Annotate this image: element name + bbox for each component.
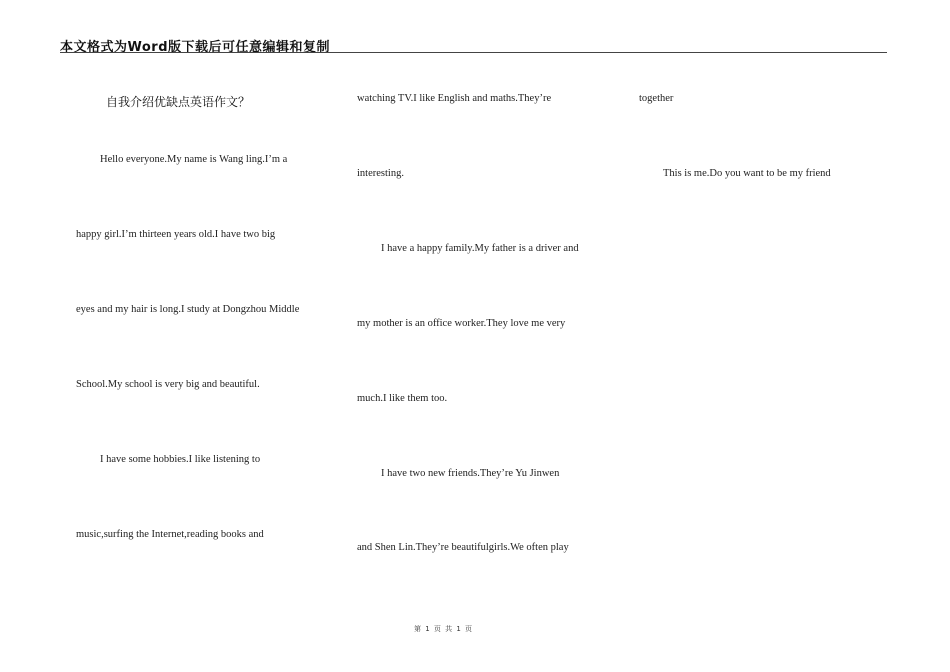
col3-line-2: This is me.Do you want to be my friend (663, 168, 831, 179)
col2-line-6: I have two new friends.They’re Yu Jinwen (381, 468, 560, 479)
document-title: 自我介绍优缺点英语作文？ (106, 95, 251, 109)
col1-line-6: music,surfing the Internet,reading books and (76, 529, 264, 540)
col1-line-3: eyes and my hair is long.I study at Dongzhou Middle (76, 304, 300, 315)
col3-line-1: together (639, 93, 674, 104)
col2-line-7: and Shen Lin.They’re beautifulgirls.We often play (357, 542, 569, 553)
col2-line-1: watching TV.I like English and maths.They’re (357, 93, 552, 104)
col1-line-2: happy girl.I’m thirteen years old.I have two big (76, 229, 276, 240)
page-number: 第 1 页 共 1 页 (414, 625, 474, 633)
col2-line-2: interesting. (357, 168, 404, 179)
col1-line-4: School.My school is very big and beautiful. (76, 379, 260, 390)
document-header: 本文格式为Word版下载后可任意编辑和复制 (60, 40, 331, 55)
col2-line-5: much.I like them too. (357, 393, 448, 404)
col1-line-5: I have some hobbies.I like listening to (100, 454, 261, 465)
col2-line-3: I have a happy family.My father is a driver and (381, 243, 579, 254)
header-divider (60, 52, 887, 53)
col2-line-4: my mother is an office worker.They love me very (357, 318, 566, 329)
col1-line-1: Hello everyone.My name is Wang ling.I’m a (100, 154, 288, 165)
